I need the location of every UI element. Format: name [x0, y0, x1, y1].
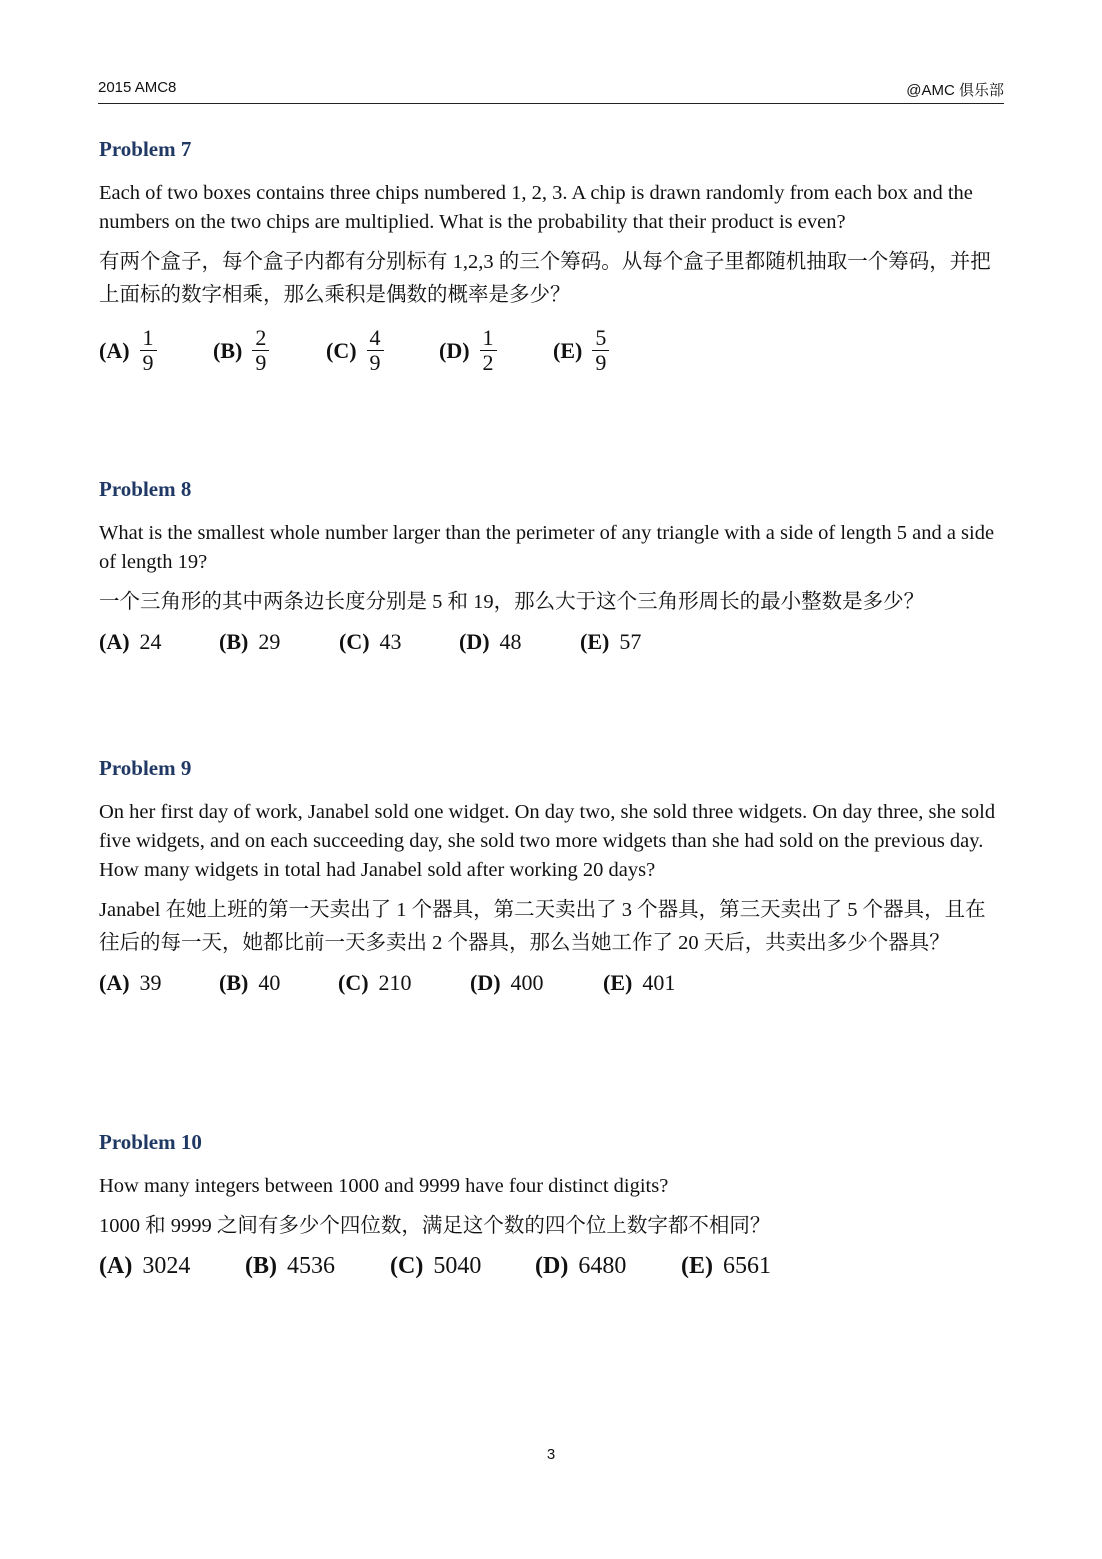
choice-label: (B): [213, 337, 243, 363]
fraction-denominator: 2: [482, 350, 494, 375]
choice-fraction: [592, 326, 609, 375]
choice-b: [219, 970, 338, 996]
choice-fraction: [252, 326, 269, 375]
problem-text-english: What is the smallest whole number larger than the perimeter of any triangle with a side of length 5 and a side of length 19?: [99, 522, 995, 573]
choice-c: [339, 629, 459, 655]
answer-choices: [99, 326, 1004, 375]
choice-label: (B): [219, 970, 249, 995]
fraction-numerator: 1: [140, 326, 157, 351]
choice-label: (E): [580, 629, 610, 654]
choice-e: [681, 1253, 771, 1280]
problem-title: Problem 7: [99, 137, 192, 161]
problem-8: [99, 476, 1004, 655]
choice-d: [459, 629, 580, 655]
choice-value: 24: [139, 629, 162, 654]
choice-e: [603, 970, 675, 996]
choice-value: 29: [258, 629, 281, 654]
problem-text-chinese: 有两个盒子，每个盒子内都有分别标有 1,2,3 的三个筹码。从每个盒子里都随机抽取一个筹码，并把上面标的数字相乘，那么乘积是偶数的概率是多少？: [99, 251, 991, 306]
problem-9: [99, 755, 1004, 996]
choice-value: 39: [139, 970, 162, 995]
choice-label: (B): [245, 1253, 277, 1279]
choice-a: [99, 629, 219, 655]
choice-value: 6480: [578, 1253, 627, 1279]
choice-label: (E): [553, 337, 583, 363]
choice-label: (C): [326, 337, 357, 363]
choice-e: [553, 326, 609, 375]
choice-b: [219, 629, 339, 655]
choice-value: 3024: [142, 1253, 191, 1279]
choice-label: (E): [603, 970, 633, 995]
problem-7: [99, 136, 1004, 375]
page-header: [98, 79, 1004, 104]
fraction-denominator: 9: [595, 350, 607, 375]
choice-value: 48: [499, 629, 522, 654]
choice-a: [99, 970, 219, 996]
choice-value: 5040: [433, 1253, 482, 1279]
choice-label: (C): [338, 970, 369, 995]
choice-d: [439, 326, 553, 375]
choice-value: 6561: [723, 1253, 771, 1279]
choice-value: 43: [379, 629, 402, 654]
fraction-numerator: 1: [480, 326, 497, 351]
choice-d: [535, 1253, 681, 1280]
choice-fraction: [480, 326, 497, 375]
answer-choices: [99, 629, 1004, 655]
fraction-numerator: 2: [252, 326, 269, 351]
choice-b: [213, 326, 326, 375]
choice-label: (C): [390, 1253, 424, 1279]
choice-value: 401: [642, 970, 676, 995]
choice-d: [470, 970, 603, 996]
choice-a: [99, 1253, 245, 1280]
choice-label: (C): [339, 629, 370, 654]
problem-text-chinese: 一个三角形的其中两条边长度分别是 5 和 19，那么大于这个三角形周长的最小整数是多少？: [99, 591, 925, 613]
choice-c: [390, 1253, 535, 1280]
problem-title: Problem 9: [99, 756, 192, 780]
fraction-numerator: 5: [592, 326, 609, 351]
choice-label: (D): [459, 629, 490, 654]
page-number: 3: [546, 1446, 556, 1463]
fraction-denominator: 9: [369, 350, 381, 375]
problem-text-chinese: Janabel 在她上班的第一天卖出了 1 个器具，第二天卖出了 3 个器具，第三天卖出了 5 个器具，且在往后的每一天，她都比前一天多卖出 2 个器具，那么当她工作了 20 天后，共卖出多少个器具？: [99, 899, 986, 954]
answer-choices: [99, 970, 1004, 996]
problem-title: Problem 8: [99, 477, 192, 501]
choice-label: (E): [681, 1253, 713, 1279]
choice-label: (A): [99, 1253, 133, 1279]
choice-value: 57: [619, 629, 642, 654]
choice-b: [245, 1253, 390, 1280]
fraction-denominator: 9: [142, 350, 154, 375]
choice-label: (A): [99, 629, 130, 654]
choice-fraction: [140, 326, 157, 375]
problem-10: [99, 1129, 1004, 1280]
choice-a: [99, 326, 213, 375]
choice-c: [338, 970, 470, 996]
choice-label: (A): [99, 970, 130, 995]
choice-c: [326, 326, 439, 375]
header-exam-title: 2015 AMC8: [98, 79, 177, 96]
choice-label: (A): [99, 337, 130, 363]
problem-text-english: On her first day of work, Janabel sold one widget. On day two, she sold three widgets. On day three, she sold five widgets, and on each succeeding day, she sold two more widgets than she had sold on the previous day. How many widgets in total had Janabel sold after working 20 days?: [99, 801, 996, 881]
choice-value: 400: [510, 970, 544, 995]
choice-label: (B): [219, 629, 249, 654]
header-club-name: @AMC 俱乐部: [906, 82, 1004, 99]
choice-label: (D): [535, 1253, 569, 1279]
choice-label: (D): [439, 337, 470, 363]
problem-title: Problem 10: [99, 1130, 202, 1154]
choice-value: 4536: [287, 1253, 335, 1279]
choice-label: (D): [470, 970, 501, 995]
answer-choices: [99, 1253, 1004, 1280]
problem-text-english: Each of two boxes contains three chips numbered 1, 2, 3. A chip is drawn randomly from each box and the numbers on the two chips are multiplied. What is the probability that their product is even?: [99, 182, 973, 233]
choice-value: 210: [378, 970, 412, 995]
choice-fraction: [367, 326, 384, 375]
problem-text-english: How many integers between 1000 and 9999 have four distinct digits?: [99, 1175, 669, 1197]
fraction-denominator: 9: [255, 350, 267, 375]
choice-e: [580, 629, 641, 655]
choice-value: 40: [258, 970, 281, 995]
problem-text-chinese: 1000 和 9999 之间有多少个四位数，满足这个数的四个位上数字都不相同？: [99, 1215, 771, 1237]
fraction-numerator: 4: [367, 326, 384, 351]
